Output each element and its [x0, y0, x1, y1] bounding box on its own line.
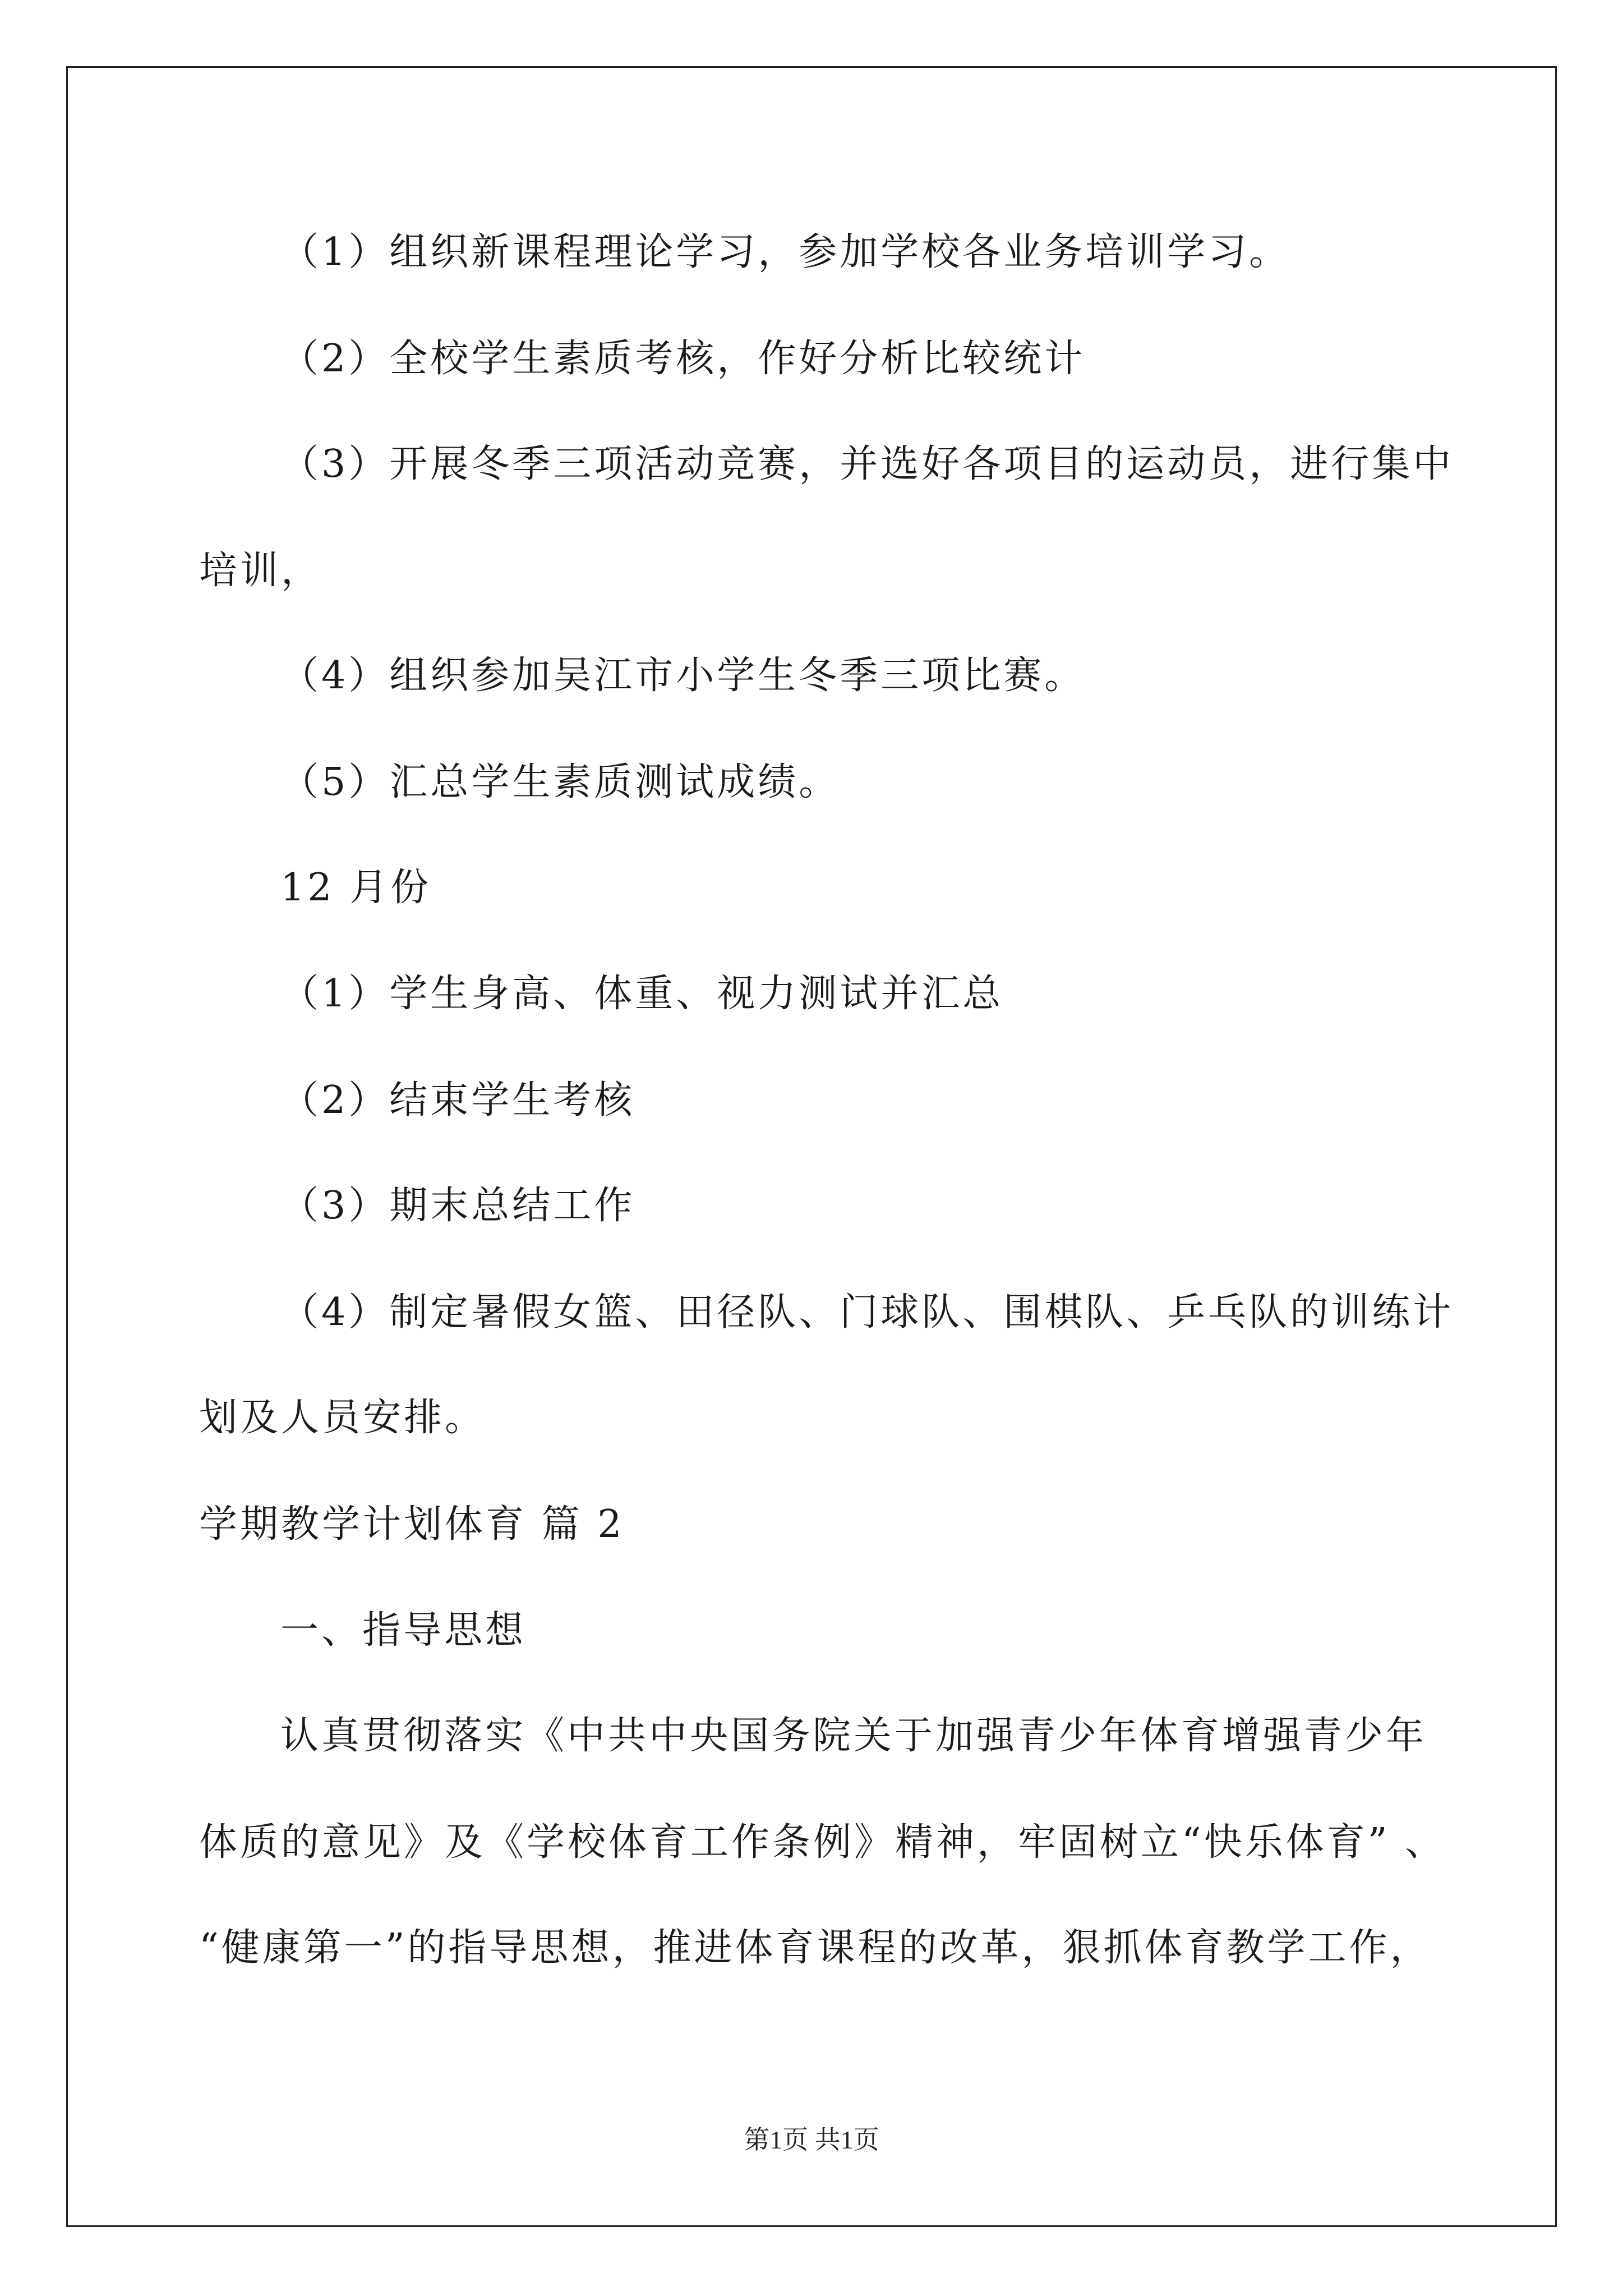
- article-title: 学期教学计划体育 篇 2: [199, 1502, 625, 1547]
- list-item: （1）学生身高、体重、视力测试并汇总: [280, 972, 1004, 1016]
- page-number-footer: 第1页 共1页: [744, 2125, 879, 2154]
- list-item: （1）组织新课程理论学习，参加学校各业务培训学习。: [280, 230, 1290, 274]
- paragraph-continuation: 培训，: [199, 549, 322, 593]
- section-heading: 一、指导思想: [280, 1608, 527, 1653]
- paragraph-continuation: 划及人员安排。: [199, 1396, 486, 1440]
- page-border: [66, 66, 1557, 2227]
- paragraph-line: “健康第一”的指导思想，推进体育课程的改革，狠抓体育教学工作，: [199, 1926, 1431, 1970]
- paragraph-line: 体质的意见》及《学校体育工作条例》精神，牢固树立“快乐体育” 、: [199, 1820, 1446, 1865]
- list-item: （3）开展冬季三项活动竞赛，并选好各项目的运动员，进行集中: [280, 442, 1454, 486]
- list-item: （5）汇总学生素质测试成绩。: [280, 760, 840, 804]
- section-heading: 12 月份: [280, 866, 432, 910]
- list-item: （2）全校学生素质考核，作好分析比较统计: [280, 337, 1086, 381]
- list-item: （2）结束学生考核: [280, 1078, 635, 1122]
- list-item: （3）期末总结工作: [280, 1184, 635, 1228]
- paragraph-line: 认真贯彻落实《中共中央国务院关于加强青少年体育增强青少年: [280, 1714, 1427, 1758]
- list-item: （4）制定暑假女篮、田径队、门球队、围棋队、乒乓队的训练计: [280, 1290, 1454, 1335]
- list-item: （4）组织参加吴江市小学生冬季三项比赛。: [280, 654, 1086, 698]
